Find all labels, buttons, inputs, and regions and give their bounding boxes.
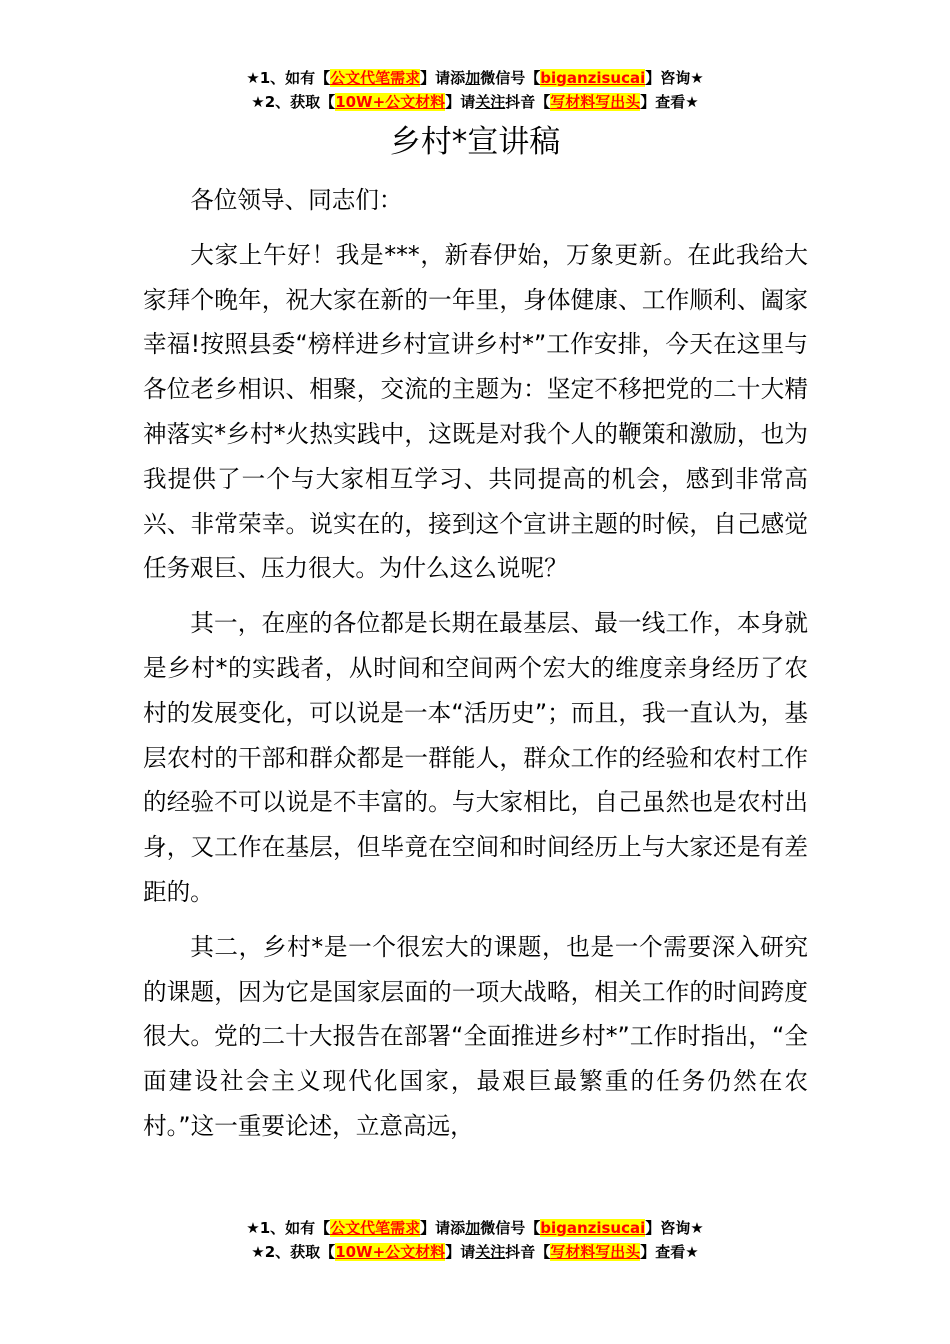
document-body [143,178,808,1159]
footer-line2-suffix: 】查看★ [640,1243,699,1261]
header-line2-suffix: 】查看★ [640,93,699,111]
header-line2-prefix: ★2、获取【 [251,93,336,111]
footer-line1-prefix: ★1、如有【 [246,1219,331,1237]
header-line1-highlight-wechat-id: biganzisucai [540,69,646,87]
footer-line1-highlight-service: 公文代笔需求 [330,1219,421,1237]
header-line1-mid1: 】请添 [420,69,466,87]
header-banner [0,66,950,114]
paragraph-first-reason: 其一，在座的各位都是长期在最基层、最一线工作，本身就是乡村*的实践者，从时间和空间两个宏大的维度亲身经历了农村的发展变化，可以说是一本“活历史”；而且，我一直认为，基层农村的干部和群众都是一群能人，群众工作的经验和农村工作的经验不可以说是不丰富的。与大家相比，自己虽然也是农村出身，又工作在基层，但毕竟在空间和时间经历上与大家还是有差距的。 [143,609,808,906]
paragraph-opening: 大家上午好！我是***，新春伊始，万象更新。在此我给大家拜个晚年，祝大家在新的一年里，身体健康、工作顺利、阖家幸福!按照县委“榜样进乡村宣讲乡村*”工作安排，今天在这里与各位老乡相识、相聚，交流的主题为：坚定不移把党的二十大精神落实*乡村*火热实践中，这既是对我个人的鞭策和激励，也为我提供了一个与大家相互学习、共同提高的机会，感到非常高兴、非常荣幸。说实在的，接到这个宣讲主题的时候，自己感觉任务艰巨、压力很大。为什么这么说呢？ [143,240,808,583]
header-line1-underlined: 加 [465,69,481,87]
footer-line1-mid1: 】请添 [420,1219,466,1237]
footer-line2-underlined: 关注 [475,1243,506,1261]
footer-line1-mid2: 微信号【 [480,1219,541,1237]
header-line2-underlined: 关注 [475,93,506,111]
header-line1-prefix: ★1、如有【 [246,69,331,87]
greeting: 各位领导、同志们： [190,186,403,214]
document-title: 乡村*宣讲稿 [389,124,561,160]
header-line2-highlight-douyin: 写材料写出头 [550,93,641,111]
footer-banner-line-2 [0,1240,950,1264]
header-line2-mid2: 抖音【 [505,93,551,111]
paragraph-second-reason: 其二，乡村*是一个很宏大的课题，也是一个需要深入研究的课题，因为它是国家层面的一项大战略，相关工作的时间跨度很大。党的二十大报告在部署“全面推进乡村*”工作时指出，“全面建设社会主义现代化国家，最艰巨最繁重的任务仍然在农村。”这一重要论述，立意高远， [143,932,808,1140]
footer-line2-mid1: 】请 [445,1243,476,1261]
header-line2-highlight-materials: 10W+公文材料 [335,93,446,111]
footer-banner-line-1 [0,1216,950,1240]
footer-line2-mid2: 抖音【 [505,1243,551,1261]
header-banner-line-2 [0,90,950,114]
footer-line2-prefix: ★2、获取【 [251,1243,336,1261]
footer-line2-highlight-materials: 10W+公文材料 [335,1243,446,1261]
header-line2-mid1: 】请 [445,93,476,111]
header-line1-mid2: 微信号【 [480,69,541,87]
header-banner-line-1 [0,66,950,90]
footer-line1-highlight-wechat-id: biganzisucai [540,1219,646,1237]
footer-banner [0,1216,950,1264]
header-line1-suffix: 】咨询★ [645,69,704,87]
footer-line1-suffix: 】咨询★ [645,1219,704,1237]
header-line1-highlight-service: 公文代笔需求 [330,69,421,87]
footer-line2-highlight-douyin: 写材料写出头 [550,1243,641,1261]
footer-line1-underlined: 加 [465,1219,481,1237]
